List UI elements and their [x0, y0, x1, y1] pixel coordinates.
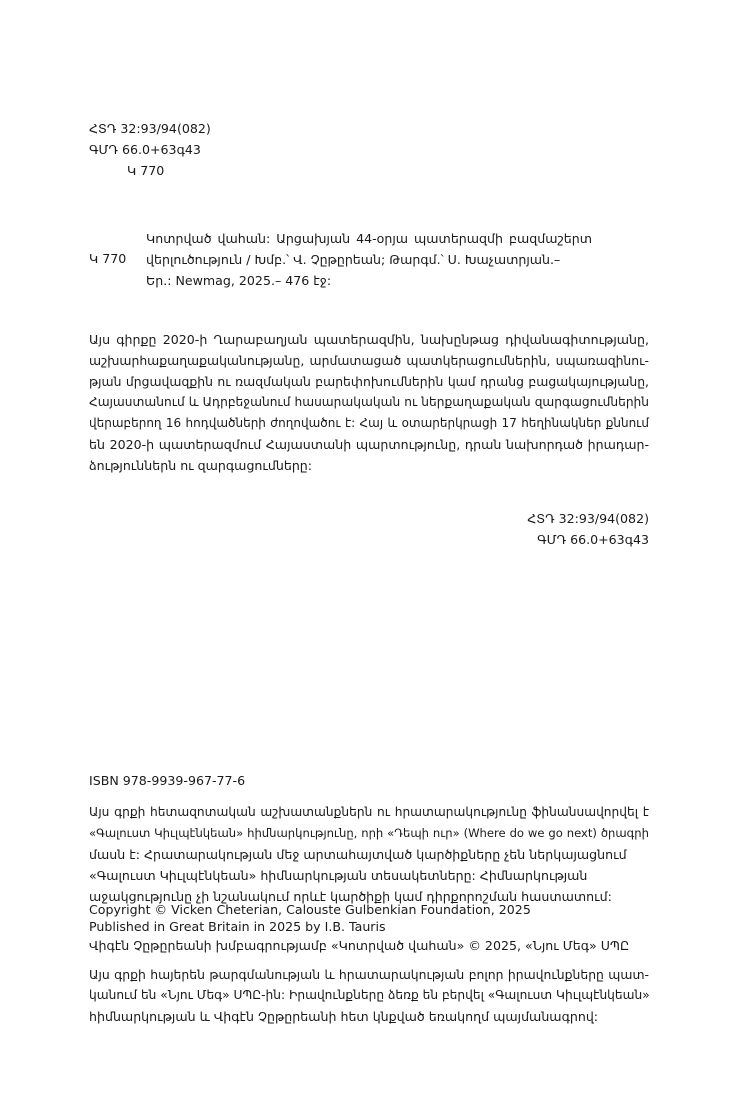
rights-line: կանում են «Նյու Մեգ» ՍՊԸ-ին: Իրավունքները ձեռք են բերվել «Գալուստ Կիւլպէնկեան»	[89, 988, 650, 1002]
catalog-line-3: Եր.: Newmag, 2025.– 476 էջ:	[146, 273, 332, 288]
header-codes	[89, 118, 211, 181]
abstract-line: ձություններն ու զարգացումները:	[89, 458, 313, 473]
isbn: ISBN 978-9939-967-77-6	[89, 773, 246, 788]
funding-line: «Գալուստ Կիւլպէնկեան» հիմնարկության տեսակետները: Հիմնարկության	[89, 868, 588, 883]
funding-line: մասն է: Հրատարակության մեջ արտահայտված կարծիքները չեն ներկայացնում	[89, 847, 627, 862]
catalog-mark: Կ 770	[89, 251, 127, 266]
catalog-line-1: Կոտրված վահան: Արցախյան 44-օրյա պատերազմի բազմաշերտ	[146, 231, 592, 246]
funding-statement	[89, 802, 649, 907]
rights-line: Այս գրքի հայերեն թարգմանության և հրատարակության բոլոր իրավունքները պատ-	[89, 967, 649, 982]
rights-statement	[89, 964, 649, 1027]
udc-code-right: ՀՏԴ 32:93/94(082)	[527, 511, 649, 526]
copyright-block	[89, 899, 649, 956]
abstract-line: են 2020-ի պատերազմում Հայաստանի պարտությունը, դրան նախորդած իրադար-	[89, 437, 649, 452]
abstract-line: Այս գիրքը 2020-ի Ղարաբաղյան պատերազմին, նախընթաց դիվանագիտությանը,	[89, 332, 649, 347]
bbk-code: ԳՄԴ 66.0+63գ43	[89, 142, 201, 157]
abstract	[89, 329, 649, 476]
copyright-line: Վիգէն Չըթըրեանի խմբագրությամբ «Կոտրված վահան» © 2025, «Նյու Մեգ» ՍՊԸ	[89, 938, 630, 953]
abstract-line: վերաբերող 16 հոդվածների ժողովածու է: Հայ և օտարերկրացի 17 հեղինակներ քննում	[89, 416, 649, 430]
abstract-line: աշխարհաքաղաքականությանը, արմատացած պատկերացումներին, սպառազինու-	[89, 353, 649, 368]
rights-line: հիմնարկության և Վիգէն Չըթըրեանի հետ կնքված եռակողմ պայմանագրով:	[89, 1009, 599, 1024]
bbk-code-right: ԳՄԴ 66.0+63գ43	[537, 532, 649, 547]
abstract-line: թյան մրցավազքին ու ռազմական բարեփոխումներին կամ դրանց բացակայությանը,	[89, 374, 649, 389]
funding-line: աջակցությունը չի նշանակում որևէ կարծիքի կամ դիրքորոշման հաստատում:	[89, 889, 612, 904]
funding-line: «Գալուստ Կիւլպէնկեան» հիմնարկությունը, որի «Դեպի ուր» (Where do we go next) ծրագրի	[89, 826, 649, 840]
catalog-line-2: վերլուծություն / Խմբ.՝ Վ. Չըթըրեան; Թարգմ.՝ Ս. Խաչատրյան.–	[146, 252, 561, 267]
copyright-line: Copyright © Vicken Cheterian, Calouste Gulbenkian Foundation, 2025	[89, 902, 531, 917]
abstract-line: Հայաստանում և Ադրբեջանում հասարակական ու ներքաղաքական զարգացումներին	[89, 395, 649, 409]
funding-line: Այս գրքի հետազոտական աշխատանքներն ու հրատարակությունը ֆինանսավորվել է	[89, 805, 649, 819]
udc-code: ՀՏԴ 32:93/94(082)	[89, 121, 211, 136]
right-codes	[527, 508, 649, 550]
copyright-line: Published in Great Britain in 2025 by I.B. Tauris	[89, 919, 386, 934]
author-mark: Կ 770	[127, 163, 165, 178]
catalog-entry	[146, 228, 592, 291]
